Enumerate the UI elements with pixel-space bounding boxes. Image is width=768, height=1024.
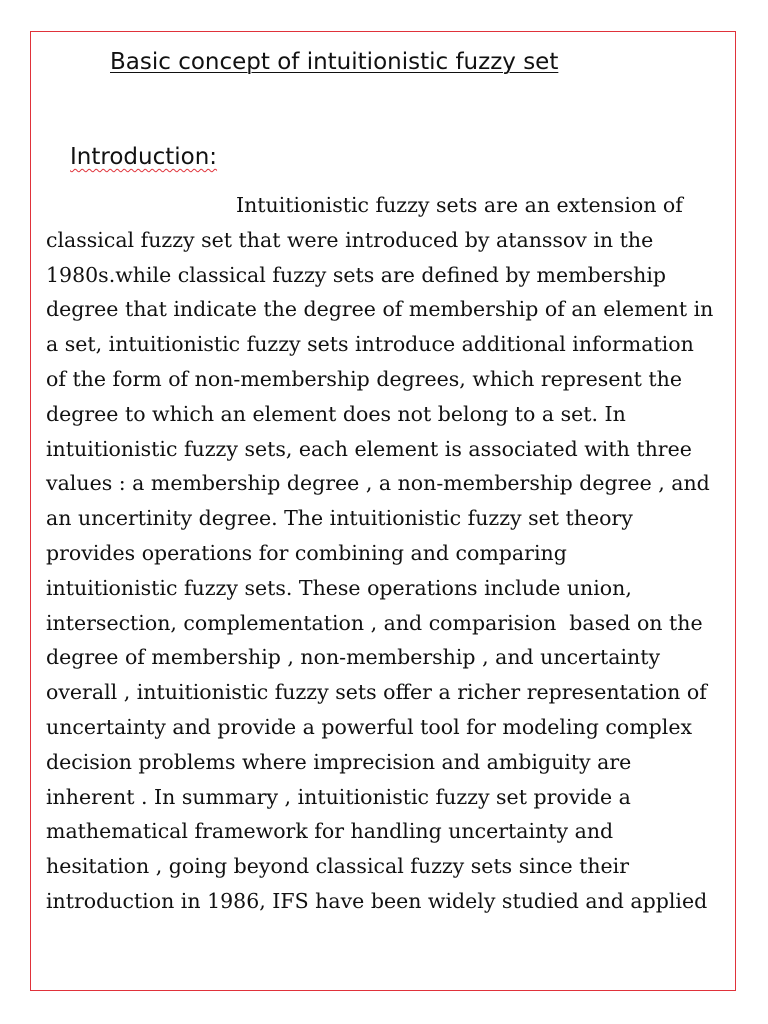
paragraph-line: values : a membership degree , a non-membership degree , and: [46, 471, 710, 496]
paragraph-line: overall , intuitionistic fuzzy sets offer a richer representation of: [46, 680, 707, 705]
paragraph-line: a set, intuitionistic fuzzy sets introduce additional information: [46, 332, 694, 357]
paragraph-line: provides operations for combining and comparing: [46, 540, 567, 565]
paragraph-line: degree of membership , non-membership , and uncertainty: [46, 645, 661, 670]
paragraph-line: intuitionistic fuzzy sets. These operations include union,: [46, 575, 632, 600]
section-heading-text: Introduction:: [70, 144, 218, 170]
paragraph-line: uncertainty and provide a powerful tool for modeling complex: [46, 714, 693, 739]
paragraph-line: decision problems where imprecision and ambiguity are: [46, 749, 632, 774]
paragraph-line: Intuitionistic fuzzy sets are an extension of: [236, 193, 683, 217]
paragraph-line: classical fuzzy set that were introduced by atanssov in the: [46, 227, 654, 252]
paragraph-line: introduction in 1986, IFS have been widely studied and applied: [46, 888, 708, 913]
paragraph-line: degree to which an element does not belong to a set. In: [46, 401, 626, 426]
paragraph-line: inherent . In summary , intuitionistic fuzzy set provide a: [46, 784, 631, 809]
body-paragraph: [46, 188, 726, 919]
paragraph-line: 1980s.while classical fuzzy sets are defined by membership: [46, 262, 667, 287]
paragraph-line: degree that indicate the degree of membership of an element in: [46, 297, 714, 322]
paragraph-line: of the form of non-membership degrees, which represent the: [46, 366, 682, 391]
paragraph-line: hesitation , going beyond classical fuzzy sets since their: [46, 854, 630, 879]
section-heading: [70, 141, 217, 173]
paragraph-line: intersection, complementation , and comparision based on the: [46, 610, 703, 635]
paragraph-line: mathematical framework for handling uncertainty and: [46, 819, 614, 844]
paragraph-line: intuitionistic fuzzy sets, each element is associated with three: [46, 436, 692, 461]
document-title: Basic concept of intuitionistic fuzzy set: [110, 49, 559, 75]
paragraph-line: an uncertinity degree. The intuitionistic fuzzy set theory: [46, 506, 633, 531]
